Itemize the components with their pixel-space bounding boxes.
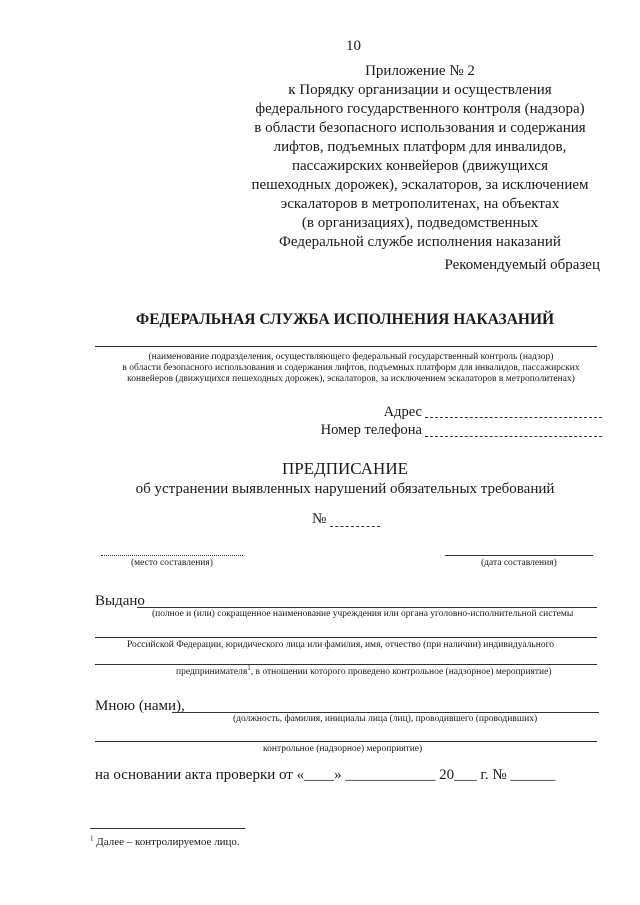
inspector-field-2[interactable] [95, 741, 597, 742]
caption-line: (наименование подразделения, осуществляющего федеральный государственный контроль (надзор) [148, 352, 554, 362]
footnote [90, 836, 240, 848]
annex-line: пассажирских конвейеров (движущихся [292, 158, 548, 174]
page-number: 10 [346, 38, 361, 54]
annex-line: в области безопасного использования и содержания [254, 120, 586, 136]
annex-header [240, 62, 600, 252]
number-field[interactable] [330, 526, 380, 527]
inspector-caption: контрольное (надзорное) мероприятие) [263, 744, 423, 754]
organization-name: ФЕДЕРАЛЬНАЯ СЛУЖБА ИСПОЛНЕНИЯ НАКАЗАНИЙ [135, 311, 555, 328]
document-subtitle: об устранении выявленных нарушений обязательных требований [135, 481, 555, 497]
caption-text: предпринимателя [176, 667, 248, 677]
footnote-marker: 1 [90, 834, 94, 843]
place-caption: (место составления) [131, 558, 213, 568]
inspector-caption: (должность, фамилия, инициалы лица (лиц), проводившего (проводивших) [233, 714, 538, 724]
issued-caption: (полное и (или) сокращенное наименование учреждения или органа уголовно-исполнительной системы [152, 609, 574, 619]
annex-line: Приложение № 2 [365, 63, 475, 79]
caption-line: в области безопасного использования и содержания лифтов, подъемных платформ для инвалидов, пассажирских [122, 363, 580, 373]
footnote-divider [90, 828, 245, 829]
inspector-label: Мною (нами), [95, 698, 185, 714]
address-field[interactable] [425, 417, 602, 418]
address-label: Адрес [383, 404, 422, 420]
annex-line: Федеральной службе исполнения наказаний [279, 234, 561, 250]
organization-underline [95, 346, 597, 347]
issued-caption [176, 663, 552, 678]
number-label: № [312, 511, 327, 527]
annex-line: (в организациях), подведомственных [301, 215, 539, 231]
phone-field[interactable] [425, 436, 602, 437]
issued-label: Выдано [95, 593, 145, 609]
inspector-field[interactable] [172, 712, 599, 713]
basis-line: на основании акта проверки от «____» ____________ 20___ г. № ______ [95, 767, 556, 783]
footnote-text: Далее – контролируемое лицо. [93, 836, 240, 848]
issued-field-3[interactable] [95, 664, 597, 665]
organization-caption [122, 352, 579, 385]
issued-field-2[interactable] [95, 637, 597, 638]
date-field[interactable] [445, 555, 593, 556]
issued-field[interactable] [137, 607, 597, 608]
annex-line: к Порядку организации и осуществления [288, 82, 552, 98]
place-field[interactable] [101, 555, 243, 556]
footnote-marker: 1 [247, 663, 251, 672]
sample-label: Рекомендуемый образец [444, 257, 600, 273]
phone-label: Номер телефона [320, 422, 422, 438]
annex-line: федерального государственного контроля (надзора) [255, 101, 585, 117]
annex-line: пешеходных дорожек), эскалаторов, за исключением [251, 177, 589, 193]
document-title: ПРЕДПИСАНИЕ [282, 459, 408, 478]
caption-line: конвейеров (движущихся пешеходных дорожек), эскалаторов, за исключением эскалаторов в метрополитенах) [127, 374, 575, 384]
caption-text: , в отношении которого проведено контрольное (надзорное) мероприятие) [250, 667, 552, 677]
date-caption: (дата составления) [481, 558, 557, 568]
annex-line: лифтов, подъемных платформ для инвалидов, [273, 139, 567, 155]
issued-caption: Российской Федерации, юридического лица или фамилия, имя, отчество (при наличии) индивидуального [127, 640, 554, 650]
annex-line: эскалаторов в метрополитенах, на объектах [280, 196, 560, 212]
